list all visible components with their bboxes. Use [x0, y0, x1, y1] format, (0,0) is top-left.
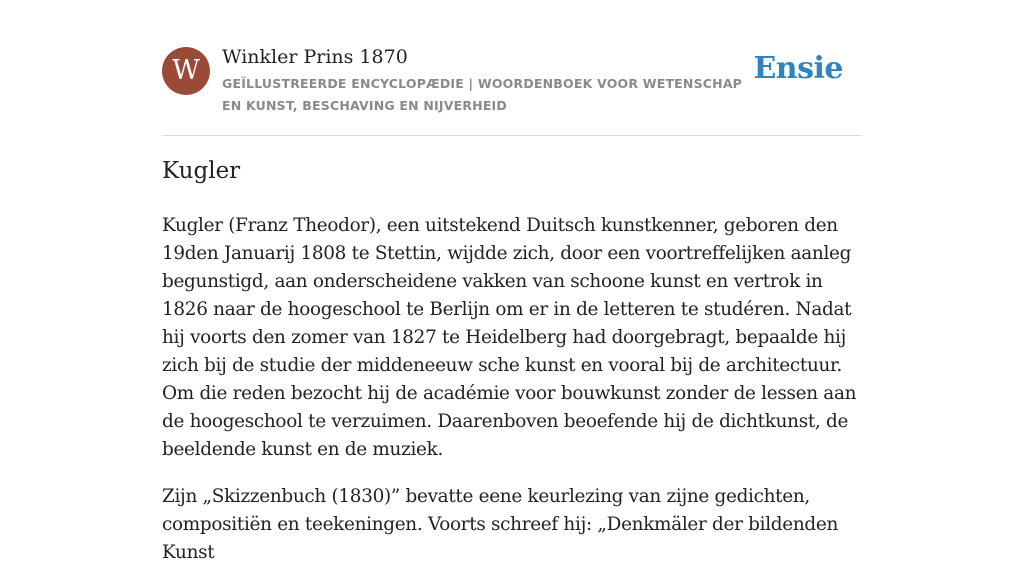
article-title: Kugler [162, 158, 241, 184]
header [162, 0, 862, 136]
article-paragraph: Zijn „Skizzenbuch (1830)” bevatte eene keurlezing van zijne gedichten, compositiën en teekeningen. Voorts schreef hij: „Denkmäler der bildenden Kunst [162, 486, 838, 563]
publication-avatar[interactable]: W [162, 47, 210, 95]
article-paragraph: Kugler (Franz Theodor), een uitstekend Duitsch kunstkenner, geboren den 19den Januarij 1808 te Stettin, wijdde zich, door een voortreffelijken aanleg begunstigd, aan onderscheidene vakken van schoone kunst en vertrok in 1826 naar de hoogeschool te Berlijn om er in de letteren te studéren. Nadat hij voorts den zomer van 1827 te Heidelberg had doorgebragt, bepaalde hij zich bij de studie der middeneeuw sche kunst en vooral bij de architectuur. Om die reden bezocht hij de académie voor bouwkunst zonder de lessen aan de hoogeschool te verzuimen. Daarenboven beoefende hij de dichtkunst, de beeldende kunst en de muziek. [162, 215, 857, 460]
publication-subtitle: GEÏLLUSTREERDE ENCYCLOPÆDIE | WOORDENBOEK VOOR WETENSCHAP EN KUNST, BESCHAVING EN NIJVERHEID [222, 76, 743, 113]
publication-title[interactable]: Winkler Prins 1870 [222, 46, 408, 68]
ensie-logo-link[interactable]: Ensie [753, 51, 843, 86]
article-body [162, 212, 862, 586]
page [162, 0, 862, 563]
